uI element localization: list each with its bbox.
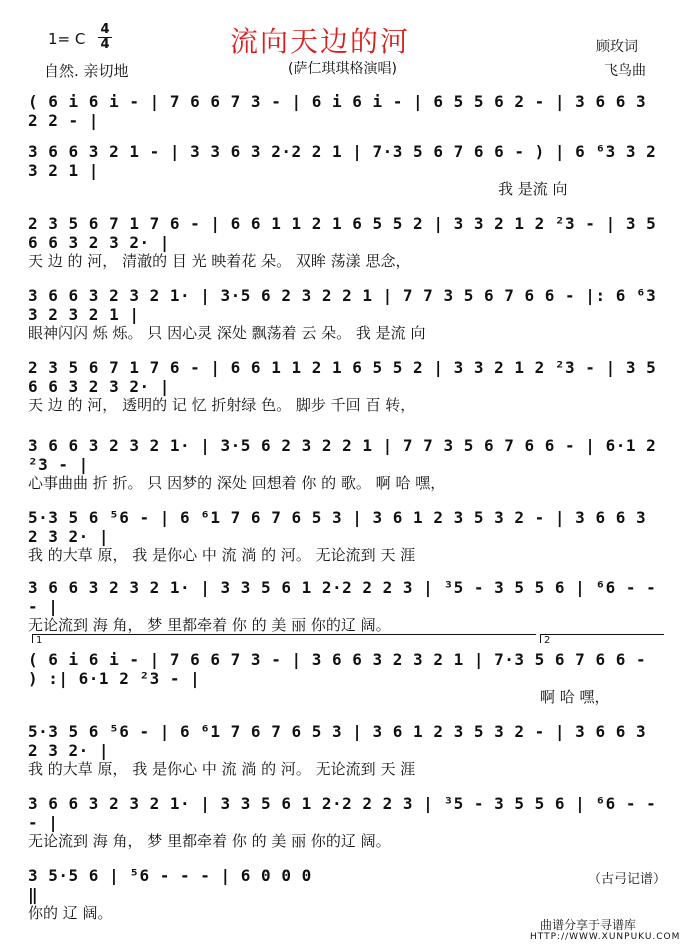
- notation-line: 3 6 6 3 2 3 2 1· | 3 3 5 6 1 2·2 2 2 3 | ³5 - 3 5 5 6 | ⁶6 - - - |: [28, 578, 657, 616]
- key-signature: 1= C: [48, 30, 86, 48]
- notation-line: 5·3 5 6 ⁵6 - | 6 ⁶1 7 6 7 6 5 3 | 3 6 1 2 3 5 3 2 - | 3 6 6 3 2 3 2· |: [28, 722, 647, 760]
- singer-credit: (萨仁琪琪格演唱): [288, 61, 397, 77]
- lyric-line: 我 的大草 原， 我 是你心 中 流 淌 的 河。 无论流到 天 涯: [28, 760, 416, 778]
- lyric-line: 你的 辽 阔。: [28, 904, 113, 922]
- lyricist-credit: 顾玫词: [596, 39, 638, 55]
- notation-line: 2 3 5 6 7 1 7 6 - | 6 6 1 1 2 1 6 5 5 2 | 3 3 2 1 2 ²3 - | 3 5 6 6 3 2 3 2· |: [28, 214, 657, 252]
- lyric-line: 天 边 的 河， 透明的 记 忆 折射绿 色。 脚步 千回 百 转，: [28, 396, 416, 414]
- footer-credit: 曲谱分享于寻谱库: [540, 918, 637, 932]
- notation-line: 5·3 5 6 ⁵6 - | 6 ⁶1 7 6 7 6 5 3 | 3 6 1 2 3 5 3 2 - | 3 6 6 3 2 3 2· |: [28, 508, 647, 546]
- second-ending-bracket: 2: [540, 634, 664, 643]
- lyric-line: 无论流到 海 角， 梦 里都牵着 你 的 美 丽 你的辽 阔。: [28, 832, 391, 850]
- notation-line: ( 6 i 6 i - | 7 6 6 7 3 - | 3 6 6 3 2 3 2 1 | 7·3 5 6 7 6 6 - ) :| 6·1 2 ²3 - |: [28, 650, 647, 688]
- meter-top: 4: [100, 22, 110, 37]
- notation-line: 3 5·5 6 | ⁵6 - - - | 6 0 0 0 ‖: [28, 866, 312, 904]
- first-ending-bracket: 1: [32, 634, 536, 643]
- performance-style: 自然. 亲切地: [44, 62, 129, 80]
- time-signature: [98, 24, 112, 51]
- lyric-line: 我 的大草 原， 我 是你心 中 流 淌 的 河。 无论流到 天 涯: [28, 546, 416, 564]
- notation-line: 3 6 6 3 2 1 - | 3 3 6 3 2·2 2 1 | 7·3 5 6 7 6 6 - ) | 6 ⁶3 3 2 3 2 1 |: [28, 142, 657, 180]
- composer-credit: 飞鸟曲: [604, 63, 646, 79]
- transcriber-note: （古弓记谱）: [588, 872, 667, 887]
- lyric-line: 啊 哈 嘿，: [540, 688, 610, 706]
- lyric-line: 心事曲曲 折 折。 只 因梦的 深处 回想着 你 的 歌。 啊 哈 嘿，: [28, 474, 446, 492]
- notation-line: 3 6 6 3 2 3 2 1· | 3 3 5 6 1 2·2 2 2 3 | ³5 - 3 5 5 6 | ⁶6 - - - |: [28, 794, 657, 832]
- notation-line: ( 6 i 6 i - | 7 6 6 7 3 - | 6 i 6 i - | 6 5 5 6 2 - | 3 6 6 3 2 2 - |: [28, 92, 647, 130]
- lyric-line: 天 边 的 河， 清澈的 目 光 映着花 朵。 双眸 荡漾 思念，: [28, 252, 411, 270]
- notation-line: 3 6 6 3 2 3 2 1· | 3·5 6 2 3 2 2 1 | 7 7 3 5 6 7 6 6 - |: 6 ⁶3 3 2 3 2 1 |: [28, 286, 657, 324]
- song-title: 流向天边的河: [230, 25, 411, 58]
- lyric-line: 眼神闪闪 烁 烁。 只 因心灵 深处 飘荡着 云 朵。 我 是流 向: [28, 324, 426, 342]
- notation-line: 2 3 5 6 7 1 7 6 - | 6 6 1 1 2 1 6 5 5 2 | 3 3 2 1 2 ²3 - | 3 5 6 6 3 2 3 2· |: [28, 358, 657, 396]
- notation-line: 3 6 6 3 2 3 2 1· | 3·5 6 2 3 2 2 1 | 7 7 3 5 6 7 6 6 - | 6·1 2 ²3 - |: [28, 436, 657, 474]
- meter-bottom: 4: [100, 37, 110, 52]
- lyric-line: 我 是流 向: [498, 180, 568, 198]
- footer-url[interactable]: HTTP://WWW.XUNPUKU.COM: [530, 932, 681, 942]
- lyric-line: 无论流到 海 角， 梦 里都牵着 你 的 美 丽 你的辽 阔。: [28, 616, 391, 634]
